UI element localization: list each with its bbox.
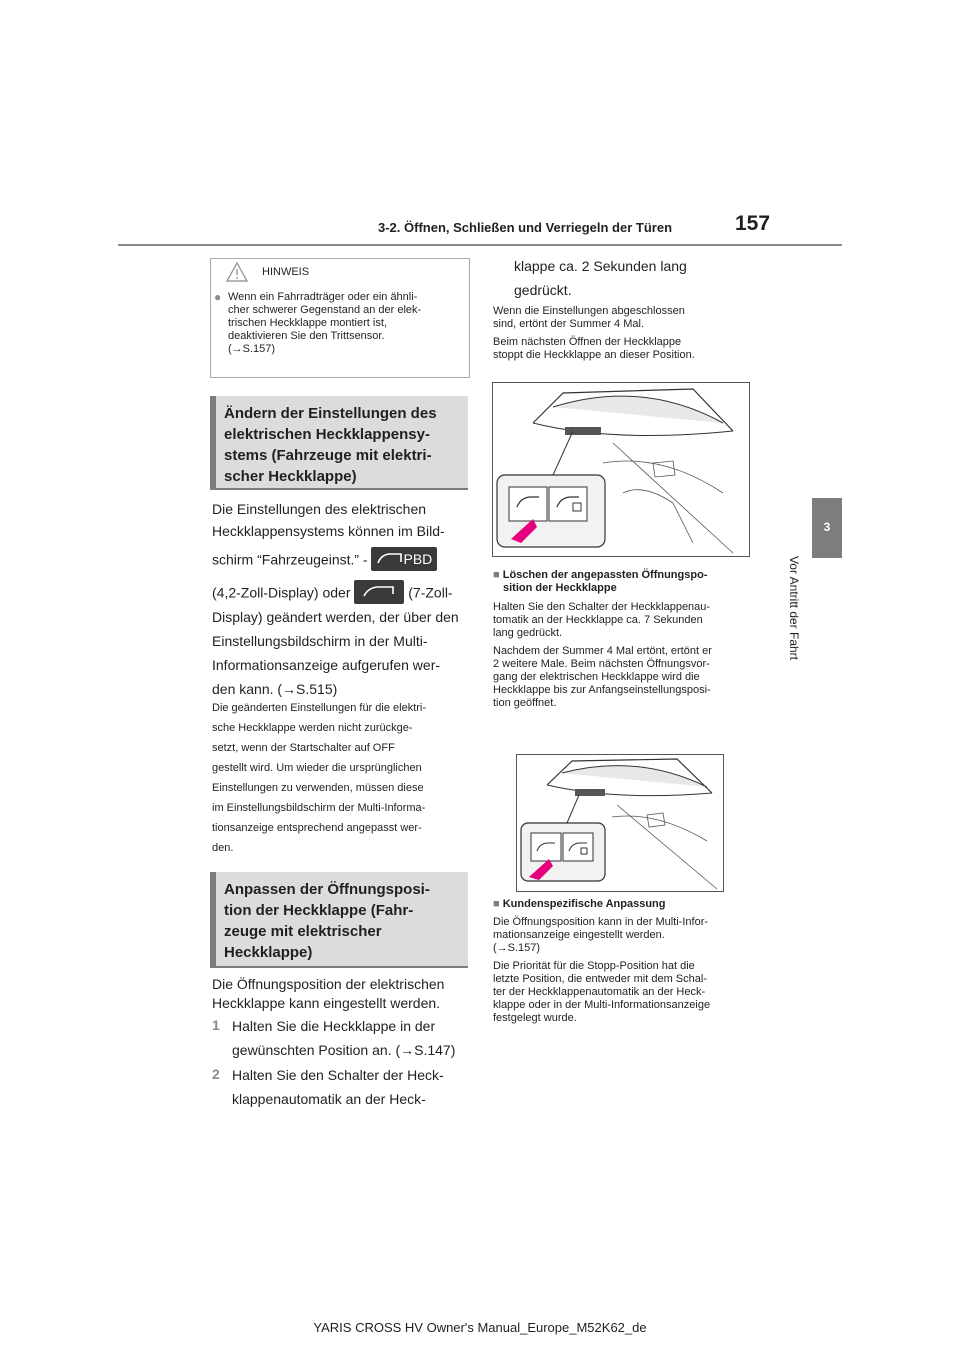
section-title: 3-2. Öffnen, Schließen und Verriegeln der Türen bbox=[378, 220, 673, 235]
subheading-customize: ■ Kundenspezifische Anpassung bbox=[493, 898, 666, 910]
paragraph-line: Die Einstellungen des elektrischen bbox=[212, 501, 427, 517]
car-settings-pbd-icon: PBD bbox=[371, 547, 437, 571]
page-number: 157 bbox=[735, 212, 771, 235]
warning-icon bbox=[226, 262, 248, 282]
bullet-icon: ● bbox=[214, 290, 222, 304]
chapter-tab: 3 bbox=[812, 498, 842, 558]
paragraph-line: Display) geändert werden, der über den bbox=[212, 609, 459, 625]
header-rule bbox=[118, 244, 842, 246]
step-result: Wenn die Einstellungen abgeschlossen sind, ertönt der Summer 4 Mal. Beim nächsten Öffnen der Heckklappe stoppt die Heckklappe an dieser Position. bbox=[493, 305, 695, 361]
paragraph-line: schirm “Fahrzeugeinst.” - PBD bbox=[212, 549, 437, 573]
square-bullet-icon: ■ bbox=[493, 898, 500, 910]
paragraph-line: Heckklappe kann eingestellt werden. bbox=[212, 995, 441, 1011]
reset-instructions: Halten Sie den Schalter der Heckklappenau- tomatik an der Heckklappe ca. 7 Sekunden lang gedrückt. Nachdem der Summer 4 Mal ertönt, ertönt er 2 weitere Male. Beim nächsten Öffnungsvor- gang der elektrischen Heckklappe wird die Heckklappe bis zur Anfangseinstellungsposi- tion geöffnet. bbox=[493, 601, 712, 709]
paragraph-line: Die Öffnungsposition der elektrischen bbox=[212, 976, 445, 992]
footer: YARIS CROSS HV Owner's Manual_Europe_M52K62_de bbox=[313, 1320, 647, 1335]
step-text: Halten Sie den Schalter der Heck- klappenautomatik an der Heck- bbox=[232, 1067, 444, 1107]
chapter-label: Vor Antritt der Fahrt bbox=[787, 555, 801, 661]
square-bullet-icon: ■ bbox=[493, 569, 500, 581]
car-settings-icon bbox=[354, 580, 404, 604]
tailgate-illustration bbox=[492, 382, 750, 557]
section-heading-settings: Ändern der Einstellungen des elektrischen Heckklappensy- stems (Fahrzeuge mit elektri- scher Heckklappe) bbox=[210, 396, 468, 490]
step-number: 2 bbox=[212, 1066, 220, 1082]
section-heading-open-position: Anpassen der Öffnungsposi- tion der Heckklappe (Fahr- zeuge mit elektrischer Heckklappe) bbox=[210, 872, 468, 968]
paragraph-line: den kann. (→S.515) bbox=[212, 681, 338, 697]
notice-title: HINWEIS bbox=[262, 266, 310, 278]
paragraph-line: Heckklappensystems können im Bild- bbox=[212, 523, 445, 539]
step-text-continued: klappe ca. 2 Sekunden lang gedrückt. bbox=[514, 258, 687, 298]
tailgate-switch-illustration bbox=[516, 754, 724, 892]
settings-note: Die geänderten Einstellungen für die elektri- sche Heckklappe werden nicht zurückge- setzt, wenn der Startschalter auf OFF gestellt wird. Um wieder die ursprünglichen Einstellungen zu verwenden, müssen diese im Einstellungsbildschirm der Multi-Informa- tionsanzeige entsprechend angepasst wer- den. bbox=[212, 702, 427, 854]
notice-text: Wenn ein Fahrradträger oder ein ähnli- cher schwerer Gegenstand an der elek- trischen Heckklappe montiert ist, deaktivieren Sie den Trittsensor. (→S.157) bbox=[228, 291, 422, 355]
step-text: Halten Sie die Heckklappe in der gewünschten Position an. (→S.147) bbox=[232, 1018, 456, 1058]
paragraph-line: Informationsanzeige aufgerufen wer- bbox=[212, 657, 441, 673]
step-number: 1 bbox=[212, 1017, 220, 1033]
subheading-reset: ■ Löschen der angepassten Öffnungspo- sition der Heckklappe bbox=[493, 569, 708, 594]
customize-instructions: Die Öffnungsposition kann in der Multi-Infor- mationsanzeige eingestellt werden. (→S.157) Die Priorität für die Stopp-Position hat die letzte Position, die entweder mit dem Schal- ter der Heckklappenautomatik an der Heck- klappe oder in der Multi-Informationsanzeige festgelegt wurde. bbox=[493, 916, 711, 1024]
paragraph-line: (4,2-Zoll-Display) oder (7-Zoll- bbox=[212, 582, 453, 606]
paragraph-line: Einstellungsbildschirm in der Multi- bbox=[212, 633, 428, 649]
